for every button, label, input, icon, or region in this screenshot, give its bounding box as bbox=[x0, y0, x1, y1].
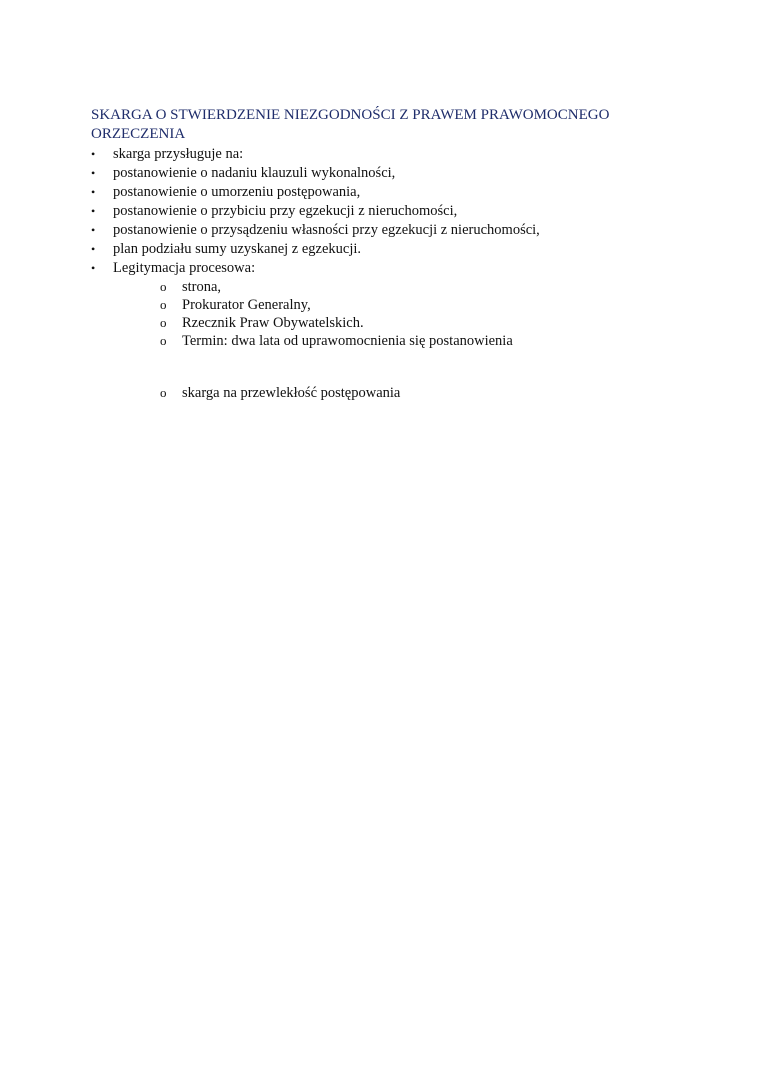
bullet-icon: • bbox=[91, 166, 96, 180]
list-item-text: postanowienie o przysądzeniu własności przy egzekucji z nieruchomości, bbox=[113, 222, 540, 238]
sub-item-text: strona, bbox=[182, 279, 222, 295]
sub-list-item bbox=[160, 332, 540, 350]
sub-list-item bbox=[160, 314, 540, 332]
bullet-icon: • bbox=[91, 204, 96, 218]
circle-bullet-icon: o bbox=[160, 297, 167, 312]
sub-item-text: skarga na przewlekłość postępowania bbox=[182, 385, 401, 401]
list-item-text: postanowienie o umorzeniu postępowania, bbox=[113, 184, 361, 200]
list-item bbox=[91, 259, 540, 278]
bullet-icon: • bbox=[91, 223, 96, 237]
list-item-text: postanowienie o nadaniu klauzuli wykonalności, bbox=[113, 165, 396, 181]
list-item bbox=[91, 145, 540, 164]
document-heading bbox=[91, 106, 651, 144]
bullet-icon: • bbox=[91, 242, 96, 256]
circle-bullet-icon: o bbox=[160, 315, 167, 330]
sub-item-text: Prokurator Generalny, bbox=[182, 297, 311, 313]
circle-bullet-icon: o bbox=[160, 279, 167, 294]
sub-item-text: Rzecznik Praw Obywatelskich. bbox=[182, 315, 364, 331]
heading-line-1: SKARGA O STWIERDZENIE NIEZGODNOŚCI Z PRAWEM PRAWOMOCNEGO bbox=[91, 107, 610, 123]
sub-item-text: Termin: dwa lata od uprawomocnienia się postanowienia bbox=[182, 333, 513, 349]
circle-bullet-icon: o bbox=[160, 385, 167, 400]
circle-bullet-icon: o bbox=[160, 333, 167, 348]
bullet-list bbox=[91, 145, 540, 402]
sub-list-item bbox=[160, 296, 540, 314]
bullet-icon: • bbox=[91, 261, 96, 275]
list-item bbox=[91, 164, 540, 183]
list-item-text: Legitymacja procesowa: bbox=[113, 260, 256, 276]
list-item bbox=[91, 183, 540, 202]
heading-line-2: ORZECZENIA bbox=[91, 126, 186, 142]
bullet-icon: • bbox=[91, 185, 96, 199]
sub-list-item bbox=[160, 384, 540, 402]
list-item-text: plan podziału sumy uzyskanej z egzekucji. bbox=[113, 241, 362, 257]
spacer bbox=[91, 350, 540, 384]
list-item-text: skarga przysługuje na: bbox=[113, 146, 244, 162]
sub-list-item bbox=[160, 278, 540, 296]
list-item bbox=[91, 240, 540, 259]
bullet-icon: • bbox=[91, 147, 96, 161]
list-item-text: postanowienie o przybiciu przy egzekucji z nieruchomości, bbox=[113, 203, 458, 219]
list-item bbox=[91, 221, 540, 240]
list-item bbox=[91, 202, 540, 221]
